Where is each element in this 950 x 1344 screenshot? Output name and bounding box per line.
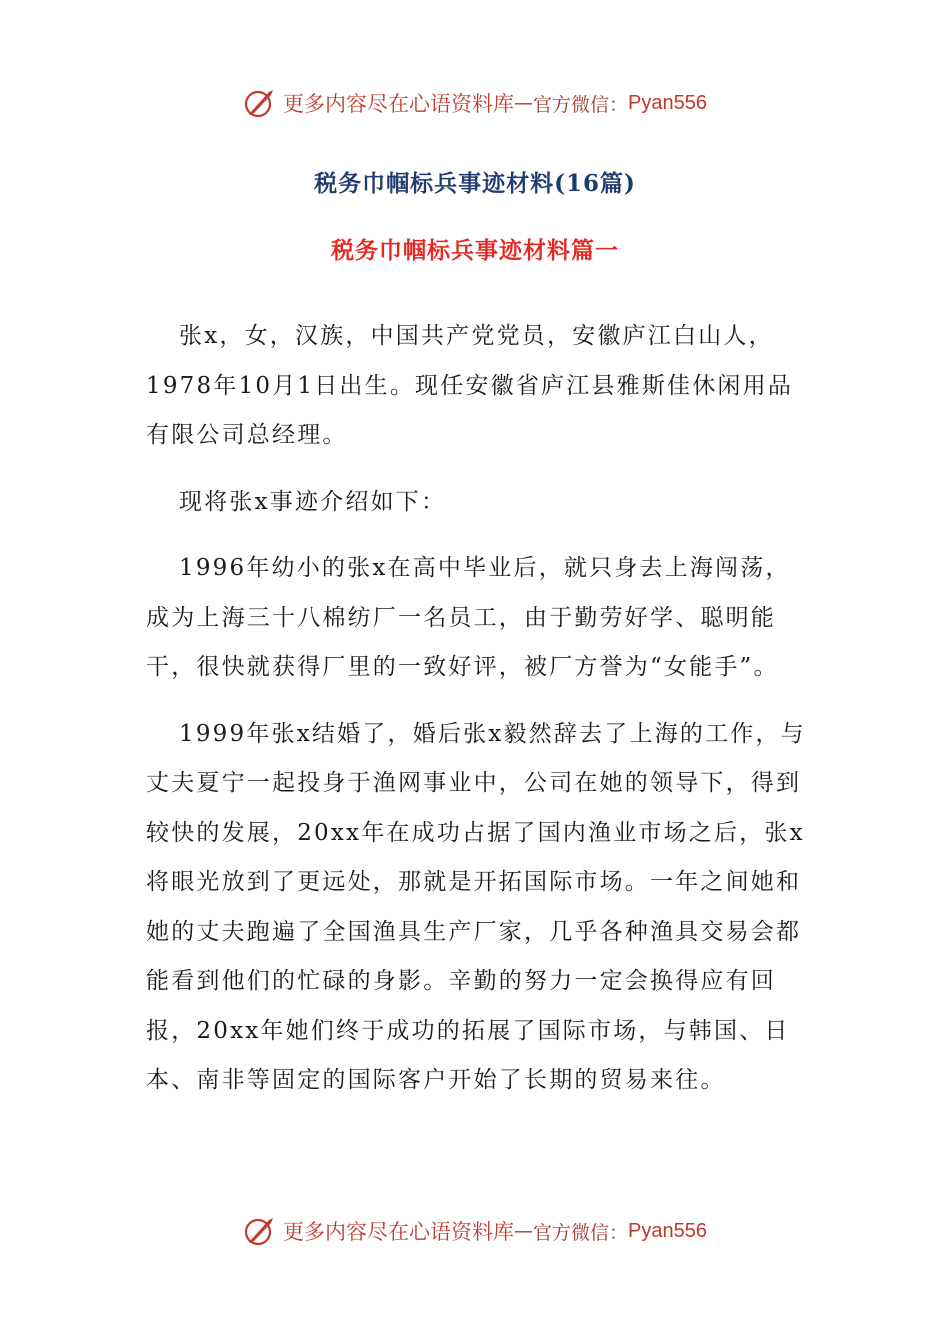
banner-wechat-id: Pyan556 (628, 1219, 707, 1242)
document-title: 税务巾帼标兵事迹材料(16篇) (314, 170, 636, 197)
paragraph-3: 1996年幼小的张x在高中毕业后，就只身去上海闯荡，成为上海三十八棉纺厂一名员工，由于勤劳好学、聪明能干，很快就获得厂里的一致好评，被厂方誉为“女能手”。 (146, 555, 791, 680)
banner-dash: — (514, 92, 533, 114)
banner-main-text: 更多内容尽在心语资料库 (283, 1220, 514, 1244)
banner-wechat-id: Pyan556 (628, 91, 707, 114)
footer-banner (0, 1211, 950, 1251)
quill-pen-icon (243, 86, 277, 120)
paragraph-4: 1999年张x结婚了，婚后张x毅然辞去了上海的工作，与丈夫夏宁一起投身于渔网事业中，公司在她的领导下，得到较快的发展，20xx年在成功占据了国内渔业市场之后，张x将眼光放到了更远处，那就是开拓国际市场。一年之间她和她的丈夫跑遍了全国渔具生产厂家，几乎各种渔具交易会都能看到他们的忙碌的身影。辛勤的努力一定会换得应有回报，20xx年她们终于成功的拓展了国际市场，与韩国、日本、南非等固定的国际客户开始了长期的贸易来往。 (146, 720, 806, 1093)
banner-sub-text: 官方微信： (533, 93, 629, 116)
banner-sub-text: 官方微信： (533, 1221, 629, 1244)
paragraph-1: 张x，女，汉族，中国共产党党员，安徽庐江白山人，1978年10月1日出生。现任安徽省庐江县雅斯佳休闲用品有限公司总经理。 (146, 323, 794, 448)
quill-pen-icon (243, 1214, 277, 1248)
document-subtitle: 税务巾帼标兵事迹材料篇一 (331, 237, 619, 264)
banner-dash: — (514, 1220, 533, 1242)
paragraph-2: 现将张x事迹介绍如下： (179, 488, 447, 515)
document-body (146, 312, 806, 1123)
header-banner (0, 83, 950, 123)
banner-main-text: 更多内容尽在心语资料库 (283, 92, 514, 116)
